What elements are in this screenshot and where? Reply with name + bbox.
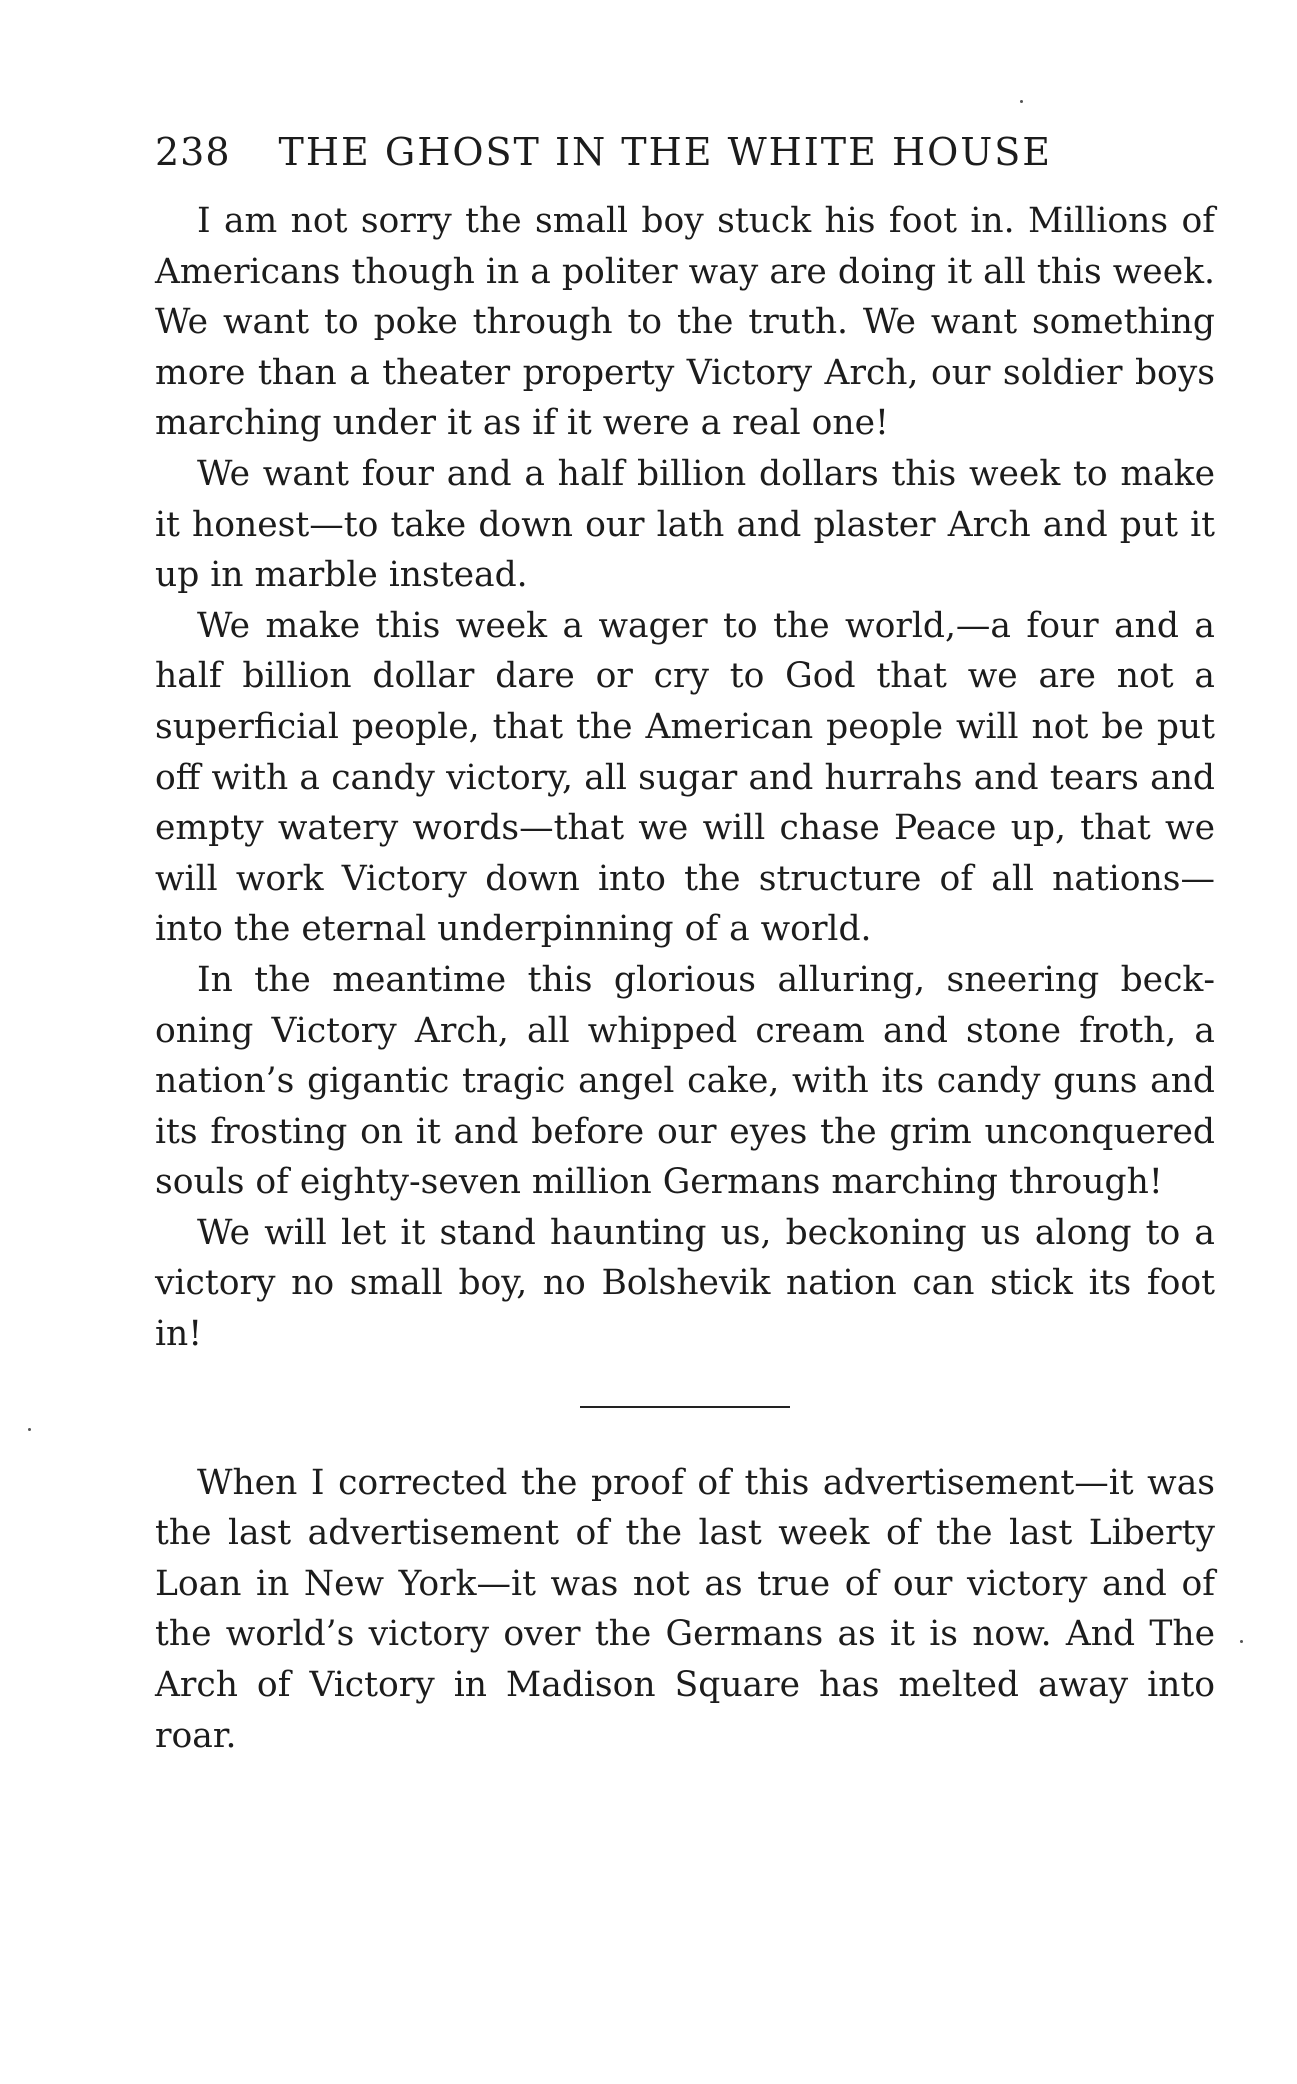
running-head [155, 130, 1215, 174]
scan-speck [1240, 1640, 1243, 1643]
paragraph-1: I am not sorry the small boy stuck his foot in. Millions of Americans though in a politer way are doing it all this week. We want to poke through to the truth. We want something more than a theater property Victory Arch, our soldier boys marching under it as if it were a real one! [155, 201, 1215, 444]
page-number: 238 [155, 130, 231, 174]
paragraph-2: We want four and a half billion dollars this week to make it honest—to take down our lath and plaster Arch and put it up in marble instead. [155, 453, 1215, 596]
paragraph-5: We will let it stand haunting us, beckoning us along to a victory no small boy, no Bolshevik nation can stick its foot in! [155, 1212, 1215, 1355]
book-page [155, 130, 1215, 1761]
paragraph-4: In the meantime this glorious alluring, sneering beckoning Victory Arch, all whipped cream and stone froth, a nation’s gigantic tragic angel cake, with its candy guns and its frosting on it and before our eyes the grim unconquered souls of eighty-seven million Germans marching through! [155, 959, 1215, 1203]
scan-speck [28, 1428, 31, 1431]
paragraph-3: We make this week a wager to the world,—a four and a half billion dollar dare or cry to God that we are not a superficial people, that the American people will not be put off with a candy victory, all sugar and hurrahs and tears and empty watery words—that we will chase Peace up, that we will work Victory down into the structure of all nations—into the eternal underpinning of a world. [155, 605, 1215, 950]
section-divider [580, 1406, 790, 1408]
scan-speck [1020, 100, 1023, 103]
running-head-title: THE GHOST IN THE WHITE HOUSE [278, 130, 1053, 174]
afterword-paragraph: When I corrected the proof of this advertisement—it was the last advertisement of the last week of the last Liberty Loan in New York—it was not as true of our victory and of the world’s victory over the Germans as it is now. And The Arch of Victory in Madison Square has melted away into roar. [155, 1462, 1215, 1756]
